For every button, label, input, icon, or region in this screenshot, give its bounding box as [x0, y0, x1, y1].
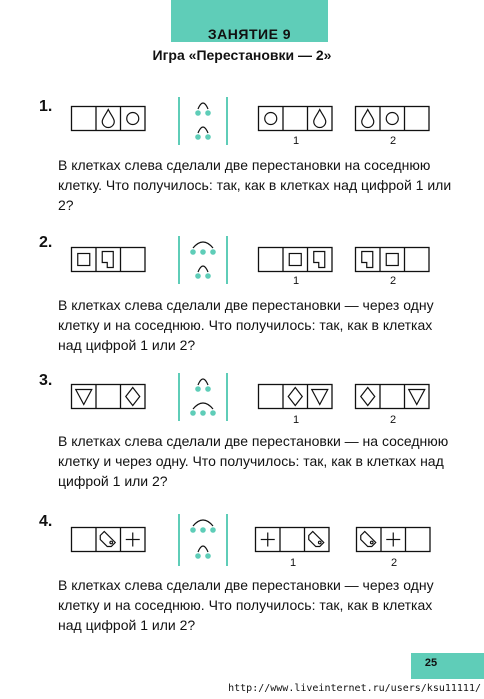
page-number: 25	[424, 657, 438, 669]
option-2-strip[interactable]	[355, 384, 430, 409]
option-2-label: 2	[389, 135, 397, 147]
task-text: В клетках слева сделали две перестановки — через одну клетку и на соседнюю. Что получилось: так, как в клетках над цифрой 1 или 2?	[58, 577, 434, 633]
option-1-label: 1	[292, 414, 300, 426]
moves-diagram	[176, 513, 230, 567]
task-text: В клетках слева сделали две перестановки — через одну клетку и на соседнюю. Что получилось: так, как в клетках над цифрой 1 или 2?	[58, 297, 434, 353]
diamond-shape	[126, 388, 140, 406]
option-2-label: 2	[389, 414, 397, 426]
option-1-label: 1	[289, 557, 297, 569]
watermark-url: http://www.liveinternet.ru/users/ksu11111/	[228, 683, 481, 694]
position-dot	[195, 553, 201, 559]
task-number: 4.	[39, 513, 53, 530]
position-dot	[200, 410, 206, 416]
position-dot	[195, 110, 201, 116]
position-dot	[205, 110, 211, 116]
task-text: В клетках слева сделали две перестановки — на соседнюю клетку и через одну. Что получилось: так, как в клетках над цифрой 1 или 2?	[58, 433, 449, 489]
square-shape	[78, 254, 90, 266]
start-strip	[71, 247, 146, 272]
option-1-strip[interactable]	[258, 384, 333, 409]
position-dot	[200, 527, 206, 533]
start-strip	[71, 106, 146, 131]
position-dot	[195, 386, 201, 392]
option-2-label: 2	[389, 275, 397, 287]
option-1-label: 1	[292, 135, 300, 147]
swap-arc	[193, 403, 213, 409]
position-dot	[195, 273, 201, 279]
start-strip	[71, 384, 146, 409]
position-dot	[200, 249, 206, 255]
task-number: 2.	[39, 234, 53, 251]
swap-arc	[198, 127, 208, 133]
option-1-strip[interactable]	[255, 527, 330, 552]
position-dot	[205, 553, 211, 559]
option-2-strip[interactable]	[355, 247, 430, 272]
position-dot	[210, 249, 216, 255]
position-dot	[190, 527, 196, 533]
option-1-strip[interactable]	[258, 247, 333, 272]
position-dot	[195, 134, 201, 140]
tag-shape	[309, 532, 324, 547]
triangle-shape	[76, 390, 92, 405]
option-2-strip[interactable]	[355, 106, 430, 131]
swap-arc	[198, 266, 208, 272]
tag-hole	[110, 541, 113, 544]
diamond-shape	[288, 388, 302, 406]
option-2-strip[interactable]	[356, 527, 431, 552]
tag-shape	[100, 532, 115, 547]
folded-note-shape	[102, 252, 113, 268]
drop-shape	[314, 110, 326, 128]
position-dot	[190, 410, 196, 416]
folded-note-shape	[362, 252, 373, 268]
triangle-shape	[409, 390, 425, 405]
lesson-title: ЗАНЯТИЕ 9	[207, 26, 292, 42]
diamond-shape	[361, 388, 375, 406]
moves-diagram	[176, 96, 230, 146]
triangle-shape	[312, 390, 328, 405]
task-number: 3.	[39, 372, 53, 389]
start-strip	[71, 527, 146, 552]
option-1-strip[interactable]	[258, 106, 333, 131]
position-dot	[205, 273, 211, 279]
folded-note-shape	[314, 252, 325, 268]
swap-arc	[198, 546, 208, 552]
position-dot	[210, 527, 216, 533]
position-dot	[205, 134, 211, 140]
moves-diagram	[176, 235, 230, 285]
tag-hole	[370, 541, 373, 544]
swap-arc	[198, 379, 208, 385]
moves-diagram	[176, 372, 230, 422]
position-dot	[190, 249, 196, 255]
drop-shape	[102, 110, 114, 128]
position-dot	[210, 410, 216, 416]
circle-shape	[265, 113, 277, 125]
task-text: В клетках слева сделали две перестановки на соседнюю клетку. Что получилось: так, как в клетках над цифрой 1 или 2?	[58, 157, 452, 213]
square-shape	[386, 254, 398, 266]
game-title: Игра «Перестановки — 2»	[152, 47, 332, 63]
tag-shape	[361, 532, 376, 547]
tag-hole	[318, 541, 321, 544]
swap-arc	[193, 520, 213, 526]
square-shape	[289, 254, 301, 266]
circle-shape	[386, 113, 398, 125]
option-1-label: 1	[292, 275, 300, 287]
circle-shape	[127, 113, 139, 125]
swap-arc	[193, 242, 213, 248]
drop-shape	[362, 110, 374, 128]
task-number: 1.	[39, 98, 53, 115]
swap-arc	[198, 103, 208, 109]
option-2-label: 2	[390, 557, 398, 569]
position-dot	[205, 386, 211, 392]
